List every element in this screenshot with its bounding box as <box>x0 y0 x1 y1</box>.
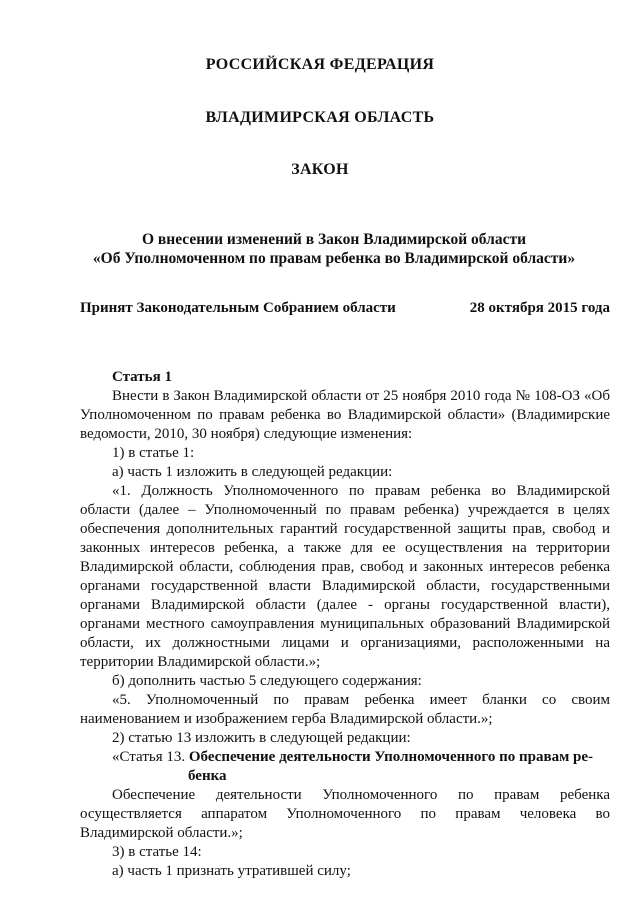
item-3a: а) часть 1 признать утратившей силу; <box>112 863 351 879</box>
law-title-line2: «Об Уполномоченном по правам ребенка во Владимирской области» <box>92 250 576 267</box>
doc-type-heading: ЗАКОН <box>291 161 349 178</box>
article-13-title: Обеспечение деятельности Уполномоченного по правам ре- <box>188 749 594 765</box>
item-1b: б) дополнить частью 5 следующего содержания: <box>112 673 422 689</box>
article-heading: Статья 1 <box>112 369 172 385</box>
article-13-text: Обеспечение деятельности Уполномоченного по правам ребенка осуществляется аппаратом Уполномоченного по правам человека во Владимирской области.»; <box>80 787 610 841</box>
adopted-date: 28 октября 2015 года <box>469 300 610 316</box>
law-title <box>60 230 608 268</box>
item-1: 1) в статье 1: <box>112 445 195 461</box>
adoption-line <box>80 300 610 317</box>
article-13-title-cont: бенка <box>188 768 227 784</box>
part-1-text: «1. Должность Уполномоченного по правам ребенка во Владимирской области (далее – Уполномоченный по правам ребенка) учреждается в целях обеспечения дополнительных гарантий государственной защиты прав, свобод и законных интересов ребенка, а также для ее осуществления на территории Владимирской области, соблюдения прав, свобод и законных интересов ребенка органами государственной власти Владимирской области, государственными органами Владимирской области (далее - органы государственной власти), органами местного самоуправления муниципальных образований Владимирской области, их должностными лицами и организациями, расположенными на территории Владимирской области.»; <box>80 483 610 670</box>
item-1a: а) часть 1 изложить в следующей редакции: <box>112 464 393 480</box>
item-2: 2) статью 13 изложить в следующей редакции: <box>112 730 411 746</box>
law-body <box>80 368 610 881</box>
article-13-prefix: «Статья 13. <box>112 749 186 765</box>
intro-paragraph: Внести в Закон Владимирской области от 25 ноября 2010 года № 108-ОЗ «Об Уполномоченном по правам ребенка во Владимирской области» (Владимирские ведомости, 2010, 30 ноября) следующие изменения: <box>80 388 610 442</box>
part-5-text: «5. Уполномоченный по правам ребенка имеет бланки со своим наименованием и изображением герба Владимирской области.»; <box>80 692 610 727</box>
region-heading: ВЛАДИМИРСКАЯ ОБЛАСТЬ <box>205 109 435 126</box>
law-title-line1: О внесении изменений в Закон Владимирской области <box>141 231 527 248</box>
adopted-label: Принят Законодательным Собранием области <box>80 300 396 316</box>
country-heading: РОССИЙСКАЯ ФЕДЕРАЦИЯ <box>205 56 435 73</box>
article-13-heading <box>112 748 610 767</box>
item-3: 3) в статье 14: <box>112 844 202 860</box>
